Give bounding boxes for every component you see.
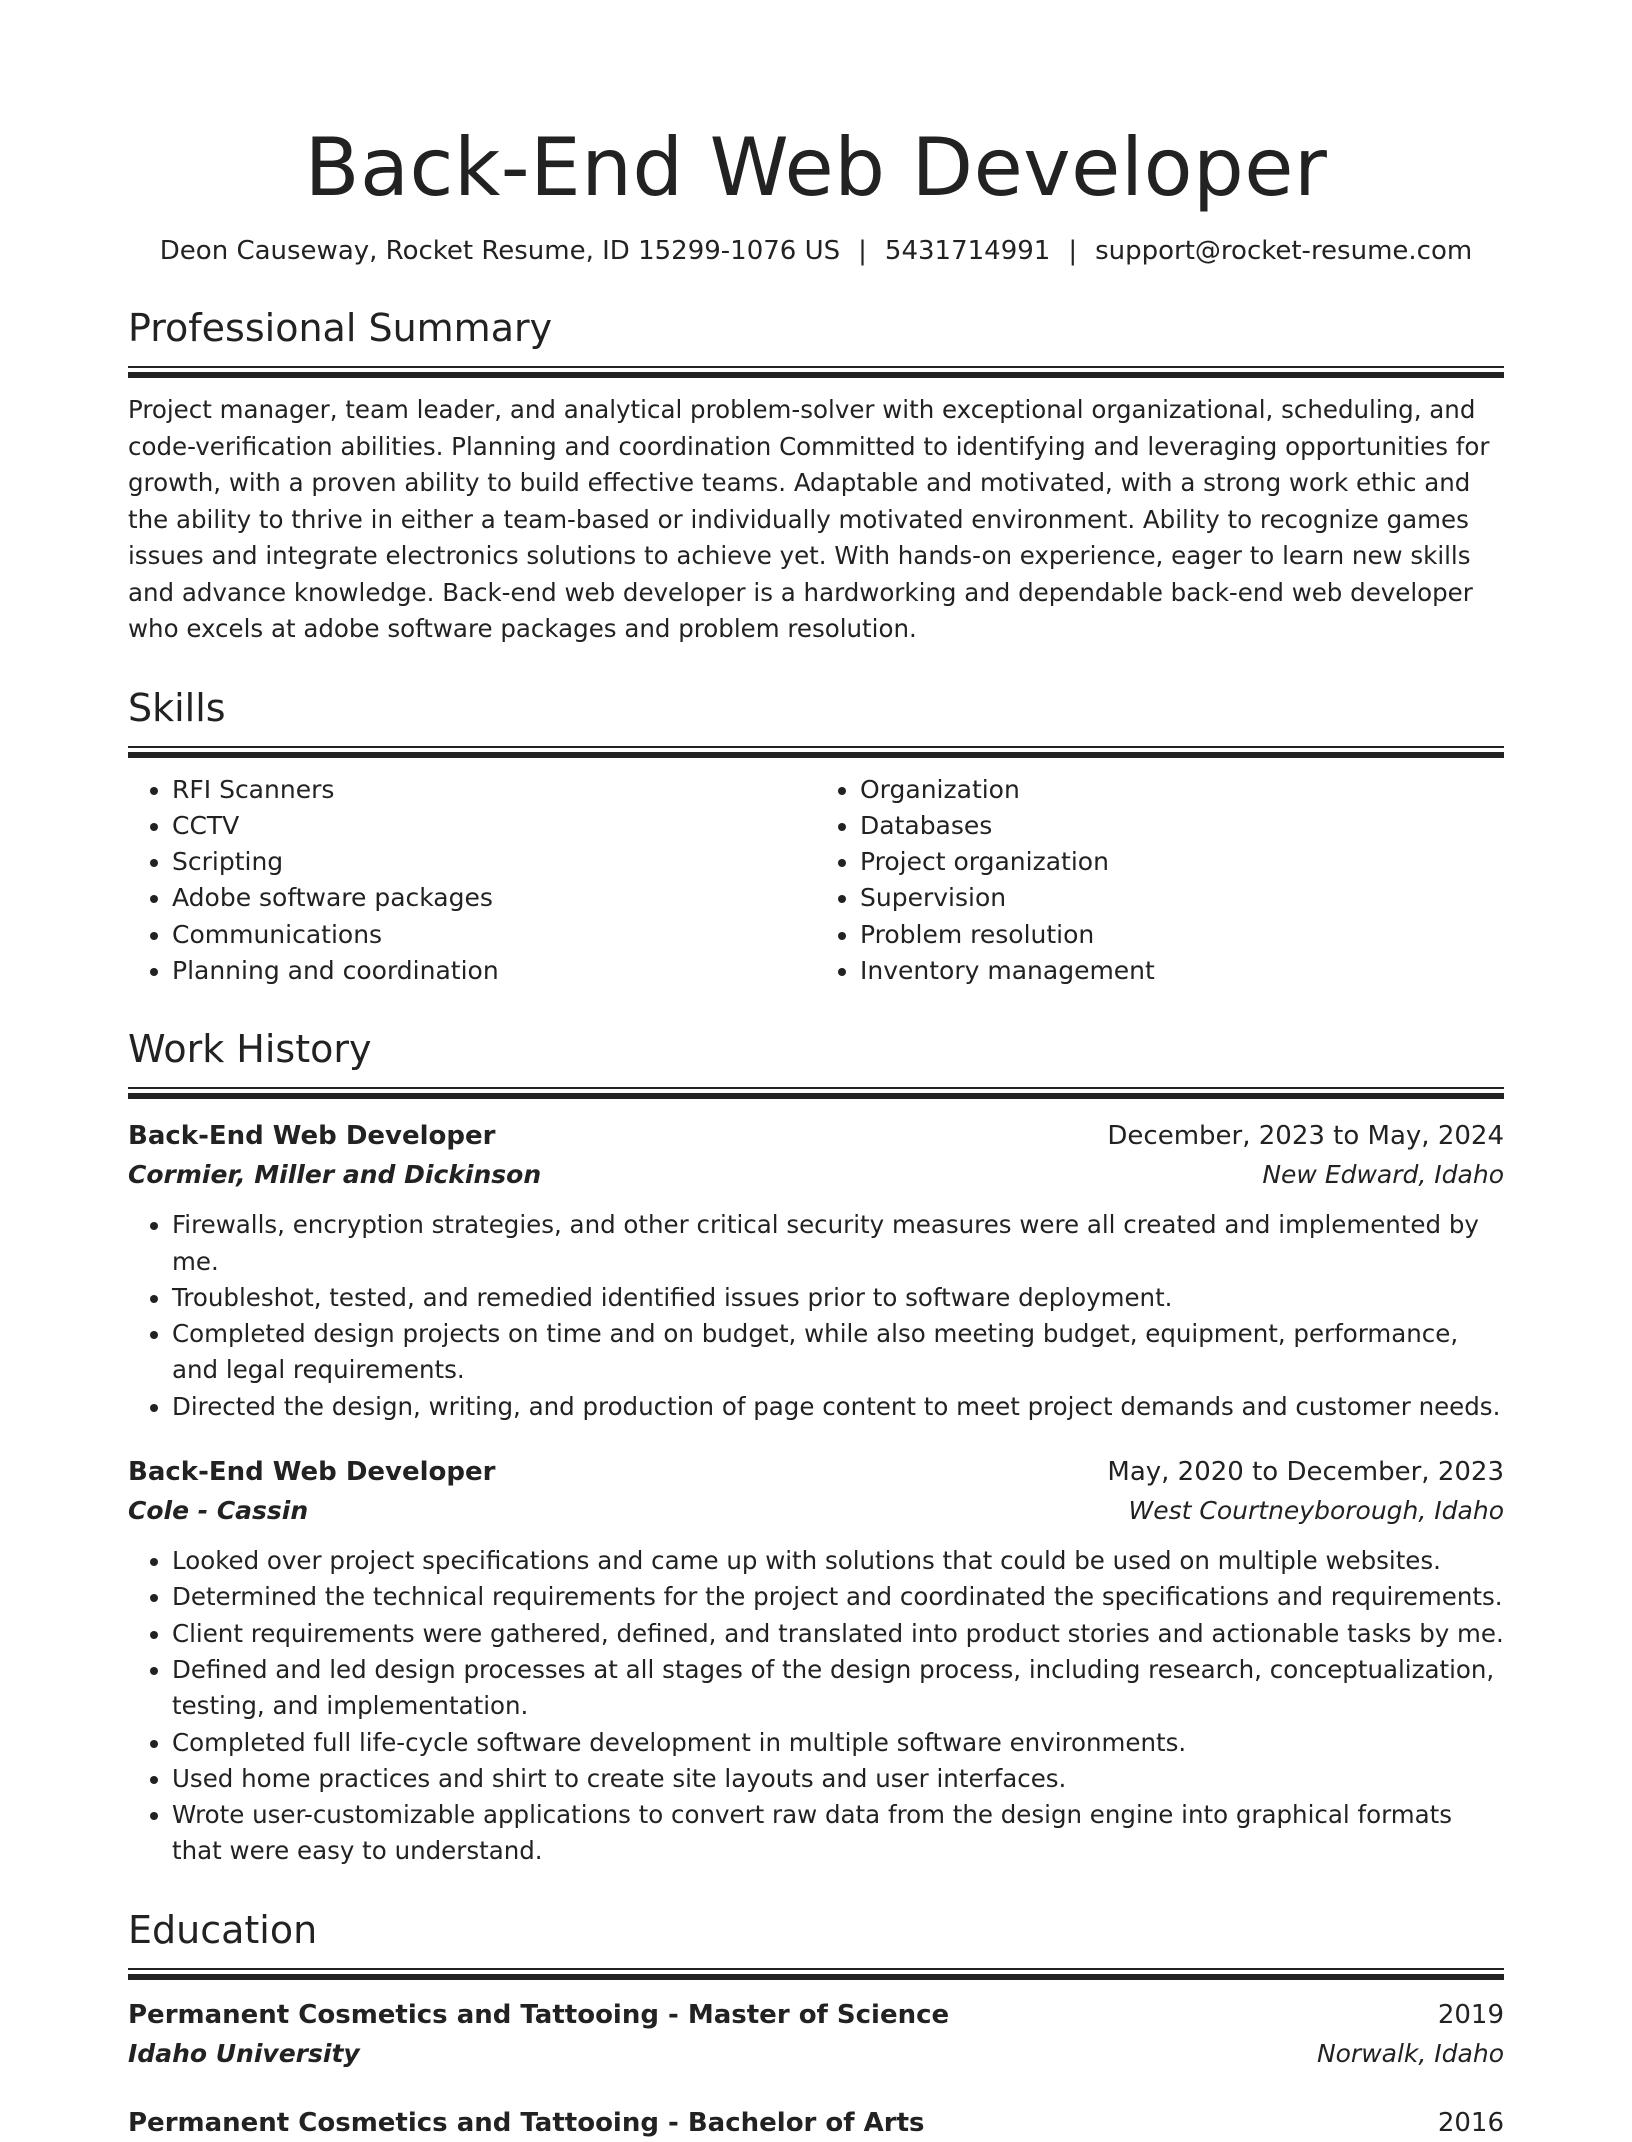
job-location: New Edward, Idaho: [1262, 1160, 1504, 1190]
skill-item: • Communications: [172, 917, 816, 953]
job-bullet: • Completed full life-cycle software development in multiple software environments.: [172, 1725, 1504, 1761]
job-entry: [128, 1117, 1504, 1425]
job-dates: December, 2023 to May, 2024: [1107, 1121, 1504, 1152]
skill-item: • Scripting: [172, 844, 816, 880]
job-bullet: • Determined the technical requirements for the project and coordinated the specifications and requirements.: [172, 1579, 1504, 1615]
contact-line: [128, 234, 1504, 268]
job-bullet: • Wrote user-customizable applications to convert raw data from the design engine into graphical formats that were easy to understand.: [172, 1797, 1504, 1870]
skill-item: • Supervision: [860, 880, 1504, 916]
skill-item: • CCTV: [172, 808, 816, 844]
job-header-row: [128, 1453, 1504, 1491]
job-bullet: • Defined and led design processes at all stages of the design process, including research, conceptualization, testing, and implementation.: [172, 1652, 1504, 1725]
job-company: Cormier, Miller and Dickinson: [128, 1160, 542, 1190]
skill-item: • Databases: [860, 808, 1504, 844]
education-entry: [128, 2104, 1504, 2142]
education-school: Idaho University: [128, 2038, 360, 2068]
section-title-education: Education: [128, 1907, 318, 1952]
resume-page: [128, 0, 1504, 2142]
job-entry: [128, 1453, 1504, 1870]
job-bullet: • Client requirements were gathered, defined, and translated into product stories and actionable tasks by me.: [172, 1616, 1504, 1652]
education-section: [128, 1906, 1504, 2142]
contact-separator: |: [1068, 236, 1078, 266]
skill-item: • Inventory management: [860, 953, 1504, 989]
resume-title: Back-End Web Developer: [304, 121, 1328, 214]
job-company-row: [128, 1491, 1504, 1531]
education-entry: [128, 1996, 1504, 2074]
contact-phone: 5431714991: [884, 236, 1051, 266]
skills-list: [128, 772, 1504, 990]
job-bullet: • Directed the design, writing, and production of page content to meet project demands and customer needs.: [172, 1389, 1504, 1425]
job-header-row: [128, 1117, 1504, 1155]
skills-column-right: [816, 772, 1504, 990]
skill-item: • Organization: [860, 772, 1504, 808]
contact-email[interactable]: support@rocket-resume.com: [1095, 236, 1473, 266]
skill-item: • Problem resolution: [860, 917, 1504, 953]
education-year: 2016: [1437, 2107, 1504, 2138]
section-divider: [128, 366, 1504, 378]
job-dates: May, 2020 to December, 2023: [1107, 1457, 1504, 1488]
job-title: Back-End Web Developer: [128, 1121, 496, 1152]
job-bullet: • Firewalls, encryption strategies, and other critical security measures were all created and implemented by me.: [172, 1207, 1504, 1280]
job-bullet: • Used home practices and shirt to create site layouts and user interfaces.: [172, 1761, 1504, 1797]
job-company: Cole - Cassin: [128, 1496, 309, 1526]
contact-separator: |: [858, 236, 867, 266]
skill-item: • RFI Scanners: [172, 772, 816, 808]
job-bullets: [128, 1543, 1504, 1870]
section-divider: [128, 1968, 1504, 1980]
skills-section: [128, 684, 1504, 990]
job-title: Back-End Web Developer: [128, 1457, 496, 1488]
skills-column-left: [128, 772, 816, 990]
work-history-section: [128, 1025, 1504, 1869]
contact-address: Deon Causeway, Rocket Resume, ID 15299-1076 US: [159, 236, 841, 266]
job-company-row: [128, 1155, 1504, 1195]
section-title-skills: Skills: [128, 685, 226, 730]
section-title-summary: Professional Summary: [128, 306, 553, 350]
section-title-work-history: Work History: [128, 1027, 372, 1072]
education-header-row: [128, 2104, 1504, 2142]
education-header-row: [128, 1996, 1504, 2034]
skill-item: • Project organization: [860, 844, 1504, 880]
job-location: West Courtneyborough, Idaho: [1128, 1496, 1504, 1526]
summary-text: Project manager, team leader, and analytical problem-solver with exceptional organizational, scheduling, and code-verification abilities. Planning and coordination Committed to identifying and leveraging opportunities for growth, with a proven ability to build effective teams. Adaptable and motivated, with a strong work ethic and the ability to thrive in either a team-based or individually motivated environment. Ability to recognize games issues and integrate electronics solutions to achieve yet. With hands-on experience, eager to learn new skills and advance knowledge. Back-end web developer is a hardworking and dependable back-end web developer who excels at adobe software packages and problem resolution.: [128, 395, 1490, 643]
section-divider: [128, 746, 1504, 758]
education-degree: Permanent Cosmetics and Tattooing - Bachelor of Arts: [128, 2107, 925, 2138]
job-bullets: [128, 1207, 1504, 1425]
skill-item: • Adobe software packages: [172, 880, 816, 916]
education-school-row: [128, 2034, 1504, 2074]
summary-section: [128, 304, 1504, 648]
section-divider: [128, 1087, 1504, 1099]
job-bullet: • Troubleshot, tested, and remedied identified issues prior to software deployment.: [172, 1280, 1504, 1316]
education-location: Norwalk, Idaho: [1316, 2038, 1504, 2068]
skill-item: • Planning and coordination: [172, 953, 816, 989]
job-bullet: • Completed design projects on time and on budget, while also meeting budget, equipment, performance, and legal requirements.: [172, 1316, 1504, 1389]
job-bullet: • Looked over project specifications and came up with solutions that could be used on multiple websites.: [172, 1543, 1504, 1579]
education-year: 2019: [1437, 1999, 1504, 2030]
education-degree: Permanent Cosmetics and Tattooing - Master of Science: [128, 1999, 950, 2030]
